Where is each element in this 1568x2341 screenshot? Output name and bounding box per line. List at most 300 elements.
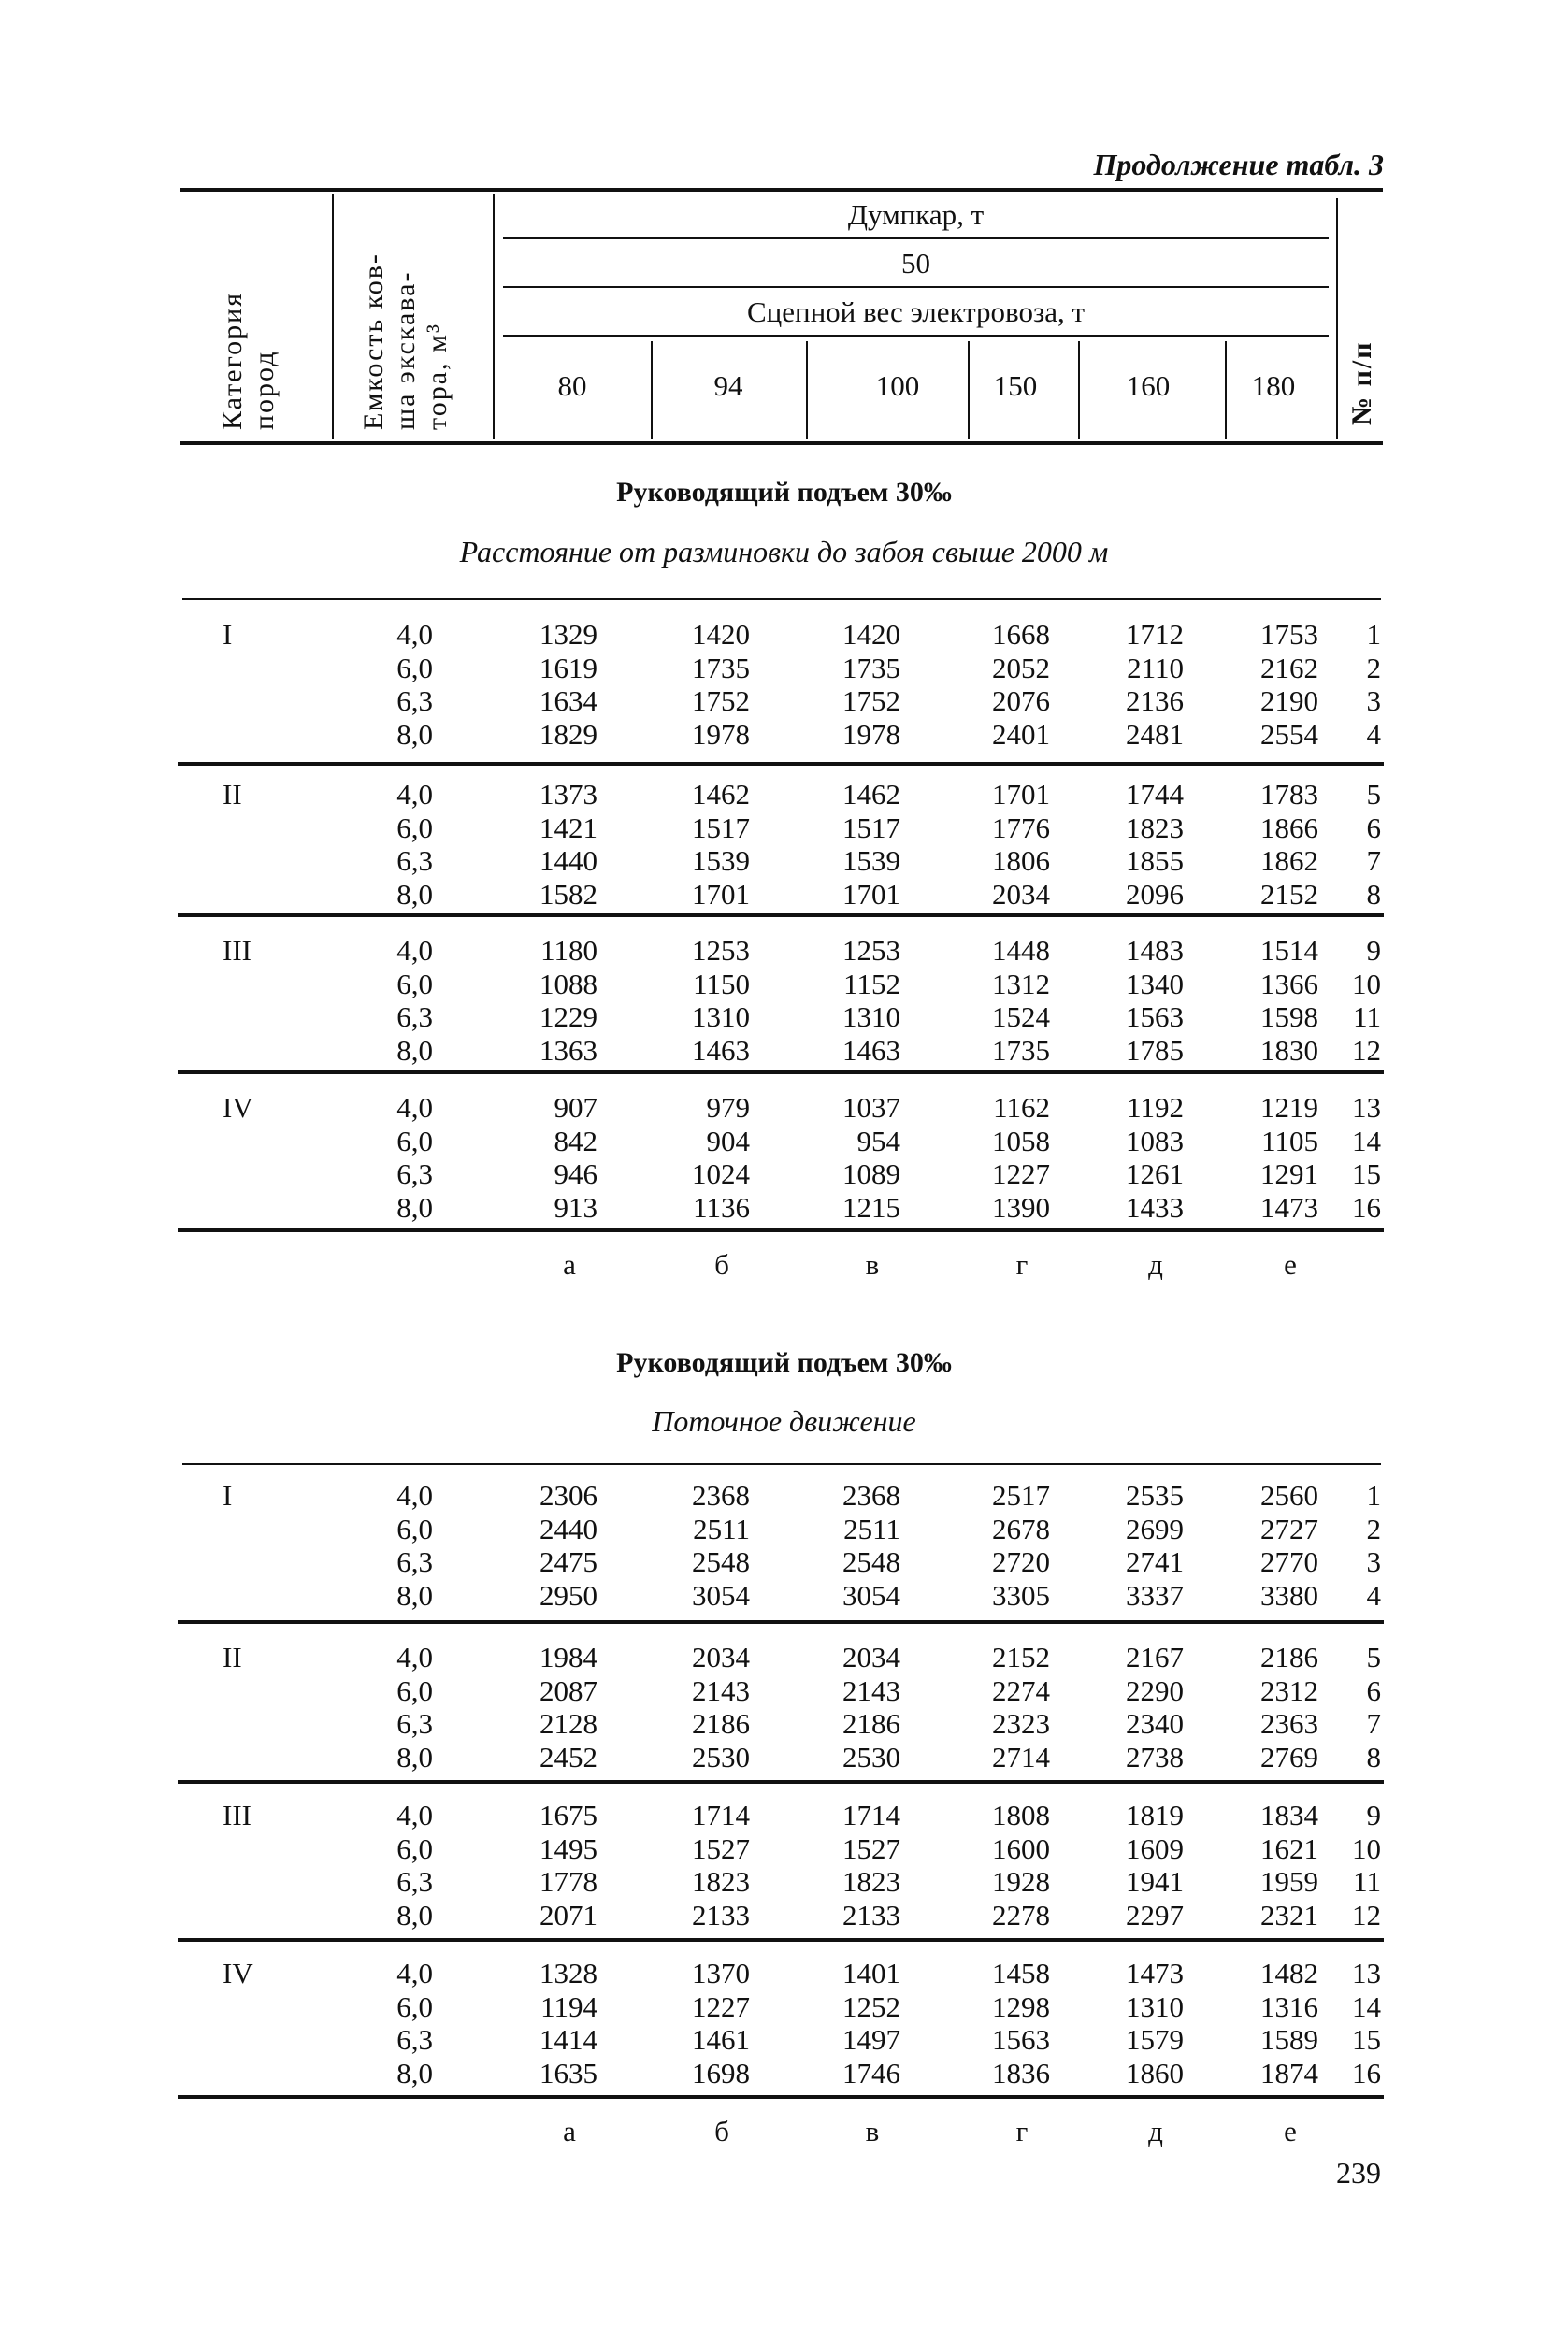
table-cell-value-в: 1089 [842, 1157, 900, 1190]
table-cell-value-б: 1735 [692, 651, 750, 684]
table-cell-value-д: 1433 [1126, 1190, 1184, 1224]
bucket-capacity: 4,0 [396, 1799, 433, 1831]
table-cell-value-г: 1458 [992, 1957, 1050, 1989]
group-rule [178, 1780, 1384, 1784]
bucket-capacity: 8,0 [396, 877, 433, 911]
table-cell-value-е: 2162 [1260, 651, 1318, 684]
table-cell-value-д: 1261 [1126, 1157, 1184, 1190]
loco-weight-header: Сцепной вес электровоза, т [746, 295, 1086, 328]
row-number: 16 [1352, 1190, 1381, 1224]
table-cell-value-а: 2440 [539, 1512, 597, 1545]
table-cell-value-а: 1194 [540, 1989, 597, 2023]
table-cell-value-в: 1253 [842, 934, 900, 967]
table-cell-value-г: 1563 [992, 2023, 1050, 2056]
table-cell-value-в: 1714 [842, 1799, 900, 1831]
row-number: 5 [1366, 778, 1381, 811]
table-cell-value-е: 2769 [1260, 1740, 1318, 1774]
group-rule [178, 762, 1384, 766]
header-divider [1336, 198, 1338, 439]
rock-category: I [223, 618, 233, 651]
table-cell-value-в: 1735 [842, 651, 900, 684]
table-cell-value-е: 1291 [1260, 1157, 1318, 1190]
table-cell-value-б: 2034 [692, 1641, 750, 1673]
table-cell-value-в: 1752 [842, 684, 900, 717]
table-cell-value-в: 2548 [842, 1545, 900, 1578]
table-cell-value-г: 1806 [992, 844, 1050, 877]
header-inner-rule [503, 237, 1329, 239]
table-cell-value-е: 2312 [1260, 1673, 1318, 1707]
table-cell-value-а: 1414 [539, 2023, 597, 2056]
table-cell-value-а: 2950 [539, 1578, 597, 1612]
bucket-capacity: 6,0 [396, 1831, 433, 1865]
row-number: 10 [1352, 1831, 1381, 1865]
table-cell-value-г: 1836 [992, 2056, 1050, 2090]
table-cell-value-б: 1461 [692, 2023, 750, 2056]
table-cell-value-б: 1714 [692, 1799, 750, 1831]
loco-weight-94: 94 [713, 369, 743, 402]
table-cell-value-е: 1874 [1260, 2056, 1318, 2090]
table-cell-value-в: 954 [856, 1124, 900, 1157]
table-cell-value-в: 1420 [842, 618, 900, 651]
table-cell-value-г: 2278 [992, 1898, 1050, 1932]
column-letter: б [714, 1248, 729, 1281]
bucket-capacity: 6,0 [396, 1673, 433, 1707]
row-number: 2 [1366, 1512, 1381, 1545]
row-number: 12 [1352, 1033, 1381, 1067]
row-number: 6 [1366, 811, 1381, 844]
table-cell-value-б: 1310 [692, 1000, 750, 1033]
table-cell-value-е: 1514 [1260, 934, 1318, 967]
table-cell-value-б: 1527 [692, 1831, 750, 1865]
bucket-capacity: 8,0 [396, 1578, 433, 1612]
table-cell-value-а: 1373 [539, 778, 597, 811]
row-number: 16 [1352, 2056, 1381, 2090]
table-cell-value-д: 1609 [1126, 1831, 1184, 1865]
table-cell-value-б: 2368 [692, 1479, 750, 1512]
table-cell-value-г: 1600 [992, 1831, 1050, 1865]
loco-weight-160: 160 [1126, 369, 1171, 402]
table-cell-value-а: 1229 [539, 1000, 597, 1033]
row-number-header: № п/п [1346, 340, 1377, 425]
loco-weight-150: 150 [993, 369, 1038, 402]
row-number: 14 [1352, 1989, 1381, 2023]
table-cell-value-е: 2321 [1260, 1898, 1318, 1932]
table-cell-value-е: 2554 [1260, 717, 1318, 751]
table-cell-value-г: 2274 [992, 1673, 1050, 1707]
table-cell-value-е: 1482 [1260, 1957, 1318, 1989]
row-number: 7 [1366, 1707, 1381, 1740]
table-cell-value-в: 1252 [842, 1989, 900, 2023]
table-cell-value-б: 2186 [692, 1707, 750, 1740]
bucket-capacity: 4,0 [396, 1641, 433, 1673]
table-cell-value-г: 1735 [992, 1033, 1050, 1067]
table-cell-value-г: 1312 [992, 967, 1050, 1000]
rock-category: IV [223, 1957, 253, 1989]
table-cell-value-д: 1563 [1126, 1000, 1184, 1033]
table-cell-value-е: 2186 [1260, 1641, 1318, 1673]
table-cell-value-е: 1219 [1260, 1091, 1318, 1124]
table-cell-value-д: 1785 [1126, 1033, 1184, 1067]
header-divider [493, 194, 495, 439]
table-cell-value-е: 1473 [1260, 1190, 1318, 1224]
table-cell-value-г: 2152 [992, 1641, 1050, 1673]
table-cell-value-д: 2290 [1126, 1673, 1184, 1707]
table-cell-value-д: 1744 [1126, 778, 1184, 811]
table-cell-value-е: 1366 [1260, 967, 1318, 1000]
row-number: 1 [1366, 1479, 1381, 1512]
header-bottom-rule [180, 441, 1383, 445]
table-cell-value-б: 2133 [692, 1898, 750, 1932]
table-cell-value-а: 913 [554, 1190, 597, 1224]
bucket-capacity: 6,3 [396, 1000, 433, 1033]
rock-category: II [223, 1641, 242, 1673]
table-cell-value-в: 2034 [842, 1641, 900, 1673]
table-cell-value-е: 1866 [1260, 811, 1318, 844]
table-cell-value-д: 2535 [1126, 1479, 1184, 1512]
table-cell-value-б: 1370 [692, 1957, 750, 1989]
table-cell-value-г: 2401 [992, 717, 1050, 751]
table-cell-value-г: 1668 [992, 618, 1050, 651]
row-number: 3 [1366, 1545, 1381, 1578]
table-cell-value-е: 2190 [1260, 684, 1318, 717]
table-cell-value-в: 3054 [842, 1578, 900, 1612]
table-cell-value-б: 1698 [692, 2056, 750, 2090]
table-cell-value-а: 1984 [539, 1641, 597, 1673]
table-cell-value-в: 1823 [842, 1865, 900, 1898]
table-cell-value-в: 2186 [842, 1707, 900, 1740]
section-title: Руководящий подъем 30‰ [616, 1347, 952, 1378]
table-cell-value-б: 2511 [693, 1512, 750, 1545]
table-cell-value-в: 2133 [842, 1898, 900, 1932]
row-number: 8 [1366, 1740, 1381, 1774]
table-cell-value-в: 2368 [842, 1479, 900, 1512]
table-cell-value-а: 946 [554, 1157, 597, 1190]
table-cell-value-д: 1473 [1126, 1957, 1184, 1989]
column-letter: д [1148, 2115, 1163, 2147]
table-cell-value-г: 1928 [992, 1865, 1050, 1898]
group-rule [178, 1070, 1384, 1074]
table-cell-value-д: 1192 [1127, 1091, 1184, 1124]
table-cell-value-е: 1830 [1260, 1033, 1318, 1067]
table-cell-value-г: 2323 [992, 1707, 1050, 1740]
table-cell-value-е: 1105 [1261, 1124, 1318, 1157]
bucket-capacity: 4,0 [396, 778, 433, 811]
table-cell-value-а: 1329 [539, 618, 597, 651]
category-header [217, 292, 281, 430]
row-number: 1 [1366, 618, 1381, 651]
table-cell-value-а: 842 [554, 1124, 597, 1157]
table-cell-value-в: 2511 [843, 1512, 900, 1545]
table-cell-value-е: 1783 [1260, 778, 1318, 811]
table-cell-value-д: 2167 [1126, 1641, 1184, 1673]
table-cell-value-а: 1778 [539, 1865, 597, 1898]
table-cell-value-а: 1328 [539, 1957, 597, 1989]
table-cell-value-г: 2034 [992, 877, 1050, 911]
table-cell-value-д: 1860 [1126, 2056, 1184, 2090]
table-cell-value-б: 1517 [692, 811, 750, 844]
header-inner-rule [503, 286, 1329, 288]
bucket-capacity: 8,0 [396, 2056, 433, 2090]
table-cell-value-е: 2363 [1260, 1707, 1318, 1740]
table-cell-value-б: 904 [706, 1124, 750, 1157]
rock-category: III [223, 934, 252, 967]
table-cell-value-е: 2152 [1260, 877, 1318, 911]
bucket-capacity: 6,3 [396, 1157, 433, 1190]
table-cell-value-в: 1497 [842, 2023, 900, 2056]
table-cell-value-г: 2076 [992, 684, 1050, 717]
table-cell-value-а: 2087 [539, 1673, 597, 1707]
bucket-capacity: 4,0 [396, 1479, 433, 1512]
table-cell-value-в: 1401 [842, 1957, 900, 1989]
bucket-capacity: 4,0 [396, 618, 433, 651]
table-cell-value-б: 1823 [692, 1865, 750, 1898]
table-cell-value-а: 907 [554, 1091, 597, 1124]
table-cell-value-д: 2297 [1126, 1898, 1184, 1932]
table-cell-value-д: 1941 [1126, 1865, 1184, 1898]
table-cell-value-е: 1834 [1260, 1799, 1318, 1831]
column-letter: в [865, 1248, 880, 1281]
header-inner-rule [503, 335, 1329, 337]
row-number: 9 [1366, 1799, 1381, 1831]
table-cell-value-г: 1701 [992, 778, 1050, 811]
bucket-capacity: 8,0 [396, 717, 433, 751]
table-cell-value-д: 2110 [1127, 651, 1184, 684]
row-number: 3 [1366, 684, 1381, 717]
table-cell-value-в: 2143 [842, 1673, 900, 1707]
bucket-capacity: 6,0 [396, 651, 433, 684]
rock-category: IV [223, 1091, 253, 1124]
table-cell-value-г: 2517 [992, 1479, 1050, 1512]
table-cell-value-б: 1752 [692, 684, 750, 717]
table-cell-value-б: 1978 [692, 717, 750, 751]
column-letter: а [563, 2115, 576, 2147]
table-cell-value-д: 1855 [1126, 844, 1184, 877]
table-cell-value-б: 979 [706, 1091, 750, 1124]
weight-column-divider [651, 341, 653, 439]
table-cell-value-г: 1448 [992, 934, 1050, 967]
table-cell-value-а: 2306 [539, 1479, 597, 1512]
table-cell-value-е: 1598 [1260, 1000, 1318, 1033]
table-cell-value-е: 3380 [1260, 1578, 1318, 1612]
capacity-header-line: тора, м³ [422, 322, 453, 430]
table-cell-value-е: 1589 [1260, 2023, 1318, 2056]
table-cell-value-а: 2071 [539, 1898, 597, 1932]
table-cell-value-д: 1712 [1126, 618, 1184, 651]
bucket-capacity: 8,0 [396, 1898, 433, 1932]
table-cell-value-в: 2530 [842, 1740, 900, 1774]
table-cell-value-д: 2340 [1126, 1707, 1184, 1740]
table-cell-value-б: 2530 [692, 1740, 750, 1774]
section-subtitle: Поточное движение [652, 1404, 916, 1438]
table-cell-value-б: 3054 [692, 1578, 750, 1612]
group-rule [178, 913, 1384, 917]
bucket-capacity: 6,3 [396, 1545, 433, 1578]
table-cell-value-д: 2699 [1126, 1512, 1184, 1545]
row-number: 13 [1352, 1957, 1381, 1989]
group-rule [178, 1938, 1384, 1942]
loco-weight-80: 80 [557, 369, 587, 402]
table-cell-value-г: 2714 [992, 1740, 1050, 1774]
table-cell-value-а: 1582 [539, 877, 597, 911]
row-number: 7 [1366, 844, 1381, 877]
table-cell-value-а: 1363 [539, 1033, 597, 1067]
table-cell-value-б: 1024 [692, 1157, 750, 1190]
category-header-line: пород [249, 350, 280, 430]
column-letter: б [714, 2115, 729, 2147]
table-cell-value-а: 1088 [539, 967, 597, 1000]
capacity-header-line: ша экскава- [390, 270, 421, 430]
table-cell-value-а: 1635 [539, 2056, 597, 2090]
group-rule [178, 1620, 1384, 1624]
table-cell-value-в: 1310 [842, 1000, 900, 1033]
row-number: 13 [1352, 1091, 1381, 1124]
bucket-capacity: 8,0 [396, 1740, 433, 1774]
table-cell-value-д: 1819 [1126, 1799, 1184, 1831]
table-cell-value-е: 1316 [1260, 1989, 1318, 2023]
table-cell-value-б: 1539 [692, 844, 750, 877]
bucket-capacity: 6,3 [396, 1707, 433, 1740]
table-cell-value-в: 1037 [842, 1091, 900, 1124]
table-cell-value-г: 1776 [992, 811, 1050, 844]
column-letter: г [1015, 1248, 1029, 1281]
section-title: Руководящий подъем 30‰ [616, 477, 952, 508]
table-continuation-label: Продолжение табл. 3 [1093, 148, 1384, 181]
table-cell-value-б: 1463 [692, 1033, 750, 1067]
column-letter: г [1015, 2115, 1029, 2147]
table-cell-value-а: 1421 [539, 811, 597, 844]
table-cell-value-г: 1298 [992, 1989, 1050, 2023]
row-number: 4 [1366, 1578, 1381, 1612]
table-cell-value-г: 2052 [992, 651, 1050, 684]
table-cell-value-д: 2738 [1126, 1740, 1184, 1774]
table-cell-value-б: 1150 [693, 967, 750, 1000]
bucket-capacity: 8,0 [396, 1033, 433, 1067]
rock-category: I [223, 1479, 233, 1512]
bucket-capacity: 4,0 [396, 1957, 433, 1989]
table-cell-value-д: 1310 [1126, 1989, 1184, 2023]
table-cell-value-г: 1058 [992, 1124, 1050, 1157]
table-cell-value-а: 1634 [539, 684, 597, 717]
bucket-capacity: 6,3 [396, 684, 433, 717]
row-number: 9 [1366, 934, 1381, 967]
bucket-capacity: 6,3 [396, 2023, 433, 2056]
table-cell-value-б: 1227 [692, 1989, 750, 2023]
table-cell-value-б: 1701 [692, 877, 750, 911]
table-cell-value-б: 1253 [692, 934, 750, 967]
column-letter: в [865, 2115, 880, 2147]
table-cell-value-а: 1180 [540, 934, 597, 967]
category-header-line: Категория [217, 292, 248, 430]
table-cell-value-в: 1517 [842, 811, 900, 844]
table-cell-value-в: 1215 [842, 1190, 900, 1224]
weight-column-divider [806, 341, 808, 439]
group-rule [178, 2095, 1384, 2099]
loco-weight-100: 100 [875, 369, 920, 402]
table-cell-value-е: 1959 [1260, 1865, 1318, 1898]
page-number: 239 [1336, 2156, 1381, 2190]
bucket-capacity: 6,0 [396, 1512, 433, 1545]
table-cell-value-г: 2678 [992, 1512, 1050, 1545]
table-cell-value-г: 1524 [992, 1000, 1050, 1033]
table-cell-value-д: 2136 [1126, 684, 1184, 717]
row-number: 15 [1352, 2023, 1381, 2056]
row-number: 4 [1366, 717, 1381, 751]
table-cell-value-д: 2481 [1126, 717, 1184, 751]
weight-column-divider [1078, 341, 1080, 439]
table-cell-value-г: 3305 [992, 1578, 1050, 1612]
table-cell-value-а: 1675 [539, 1799, 597, 1831]
loco-weight-180: 180 [1251, 369, 1296, 402]
table-cell-value-а: 2452 [539, 1740, 597, 1774]
table-cell-value-г: 1808 [992, 1799, 1050, 1831]
table-cell-value-е: 2727 [1260, 1512, 1318, 1545]
table-cell-value-а: 1619 [539, 651, 597, 684]
header-top-rule [180, 188, 1383, 192]
row-number: 10 [1352, 967, 1381, 1000]
row-number: 5 [1366, 1641, 1381, 1673]
table-cell-value-д: 1579 [1126, 2023, 1184, 2056]
table-cell-value-б: 1462 [692, 778, 750, 811]
column-letter: д [1148, 1248, 1163, 1281]
table-cell-value-е: 2770 [1260, 1545, 1318, 1578]
table-cell-value-г: 1162 [993, 1091, 1050, 1124]
column-letter: е [1284, 2115, 1297, 2147]
table-cell-value-г: 2720 [992, 1545, 1050, 1578]
section-top-rule [182, 598, 1381, 600]
table-cell-value-б: 1420 [692, 618, 750, 651]
table-cell-value-е: 2560 [1260, 1479, 1318, 1512]
section-top-rule [182, 1463, 1381, 1465]
bucket-capacity: 6,0 [396, 967, 433, 1000]
table-cell-value-в: 1978 [842, 717, 900, 751]
table-cell-value-а: 1440 [539, 844, 597, 877]
table-cell-value-в: 1746 [842, 2056, 900, 2090]
table-cell-value-г: 1390 [992, 1190, 1050, 1224]
bucket-capacity: 4,0 [396, 1091, 433, 1124]
row-number: 2 [1366, 651, 1381, 684]
table-cell-value-в: 1462 [842, 778, 900, 811]
table-cell-value-д: 3337 [1126, 1578, 1184, 1612]
bucket-capacity: 6,3 [396, 844, 433, 877]
header-divider [332, 194, 334, 439]
row-number: 6 [1366, 1673, 1381, 1707]
table-cell-value-в: 1463 [842, 1033, 900, 1067]
table-cell-value-а: 2475 [539, 1545, 597, 1578]
table-cell-value-д: 1483 [1126, 934, 1184, 967]
table-cell-value-б: 1136 [693, 1190, 750, 1224]
table-cell-value-б: 2143 [692, 1673, 750, 1707]
table-cell-value-а: 1495 [539, 1831, 597, 1865]
table-cell-value-г: 1227 [992, 1157, 1050, 1190]
bucket-capacity: 8,0 [396, 1190, 433, 1224]
table-cell-value-в: 1539 [842, 844, 900, 877]
table-cell-value-а: 1829 [539, 717, 597, 751]
table-cell-value-е: 1621 [1260, 1831, 1318, 1865]
table-cell-value-б: 2548 [692, 1545, 750, 1578]
table-cell-value-в: 1152 [843, 967, 900, 1000]
group-rule [178, 1228, 1384, 1232]
row-number: 14 [1352, 1124, 1381, 1157]
table-cell-value-д: 1340 [1126, 967, 1184, 1000]
table-cell-value-в: 1527 [842, 1831, 900, 1865]
table-cell-value-е: 1753 [1260, 618, 1318, 651]
row-number: 11 [1353, 1000, 1381, 1033]
table-cell-value-е: 1862 [1260, 844, 1318, 877]
bucket-capacity: 6,0 [396, 1989, 433, 2023]
bucket-capacity: 6,3 [396, 1865, 433, 1898]
bucket-capacity: 6,0 [396, 1124, 433, 1157]
bucket-capacity: 6,0 [396, 811, 433, 844]
